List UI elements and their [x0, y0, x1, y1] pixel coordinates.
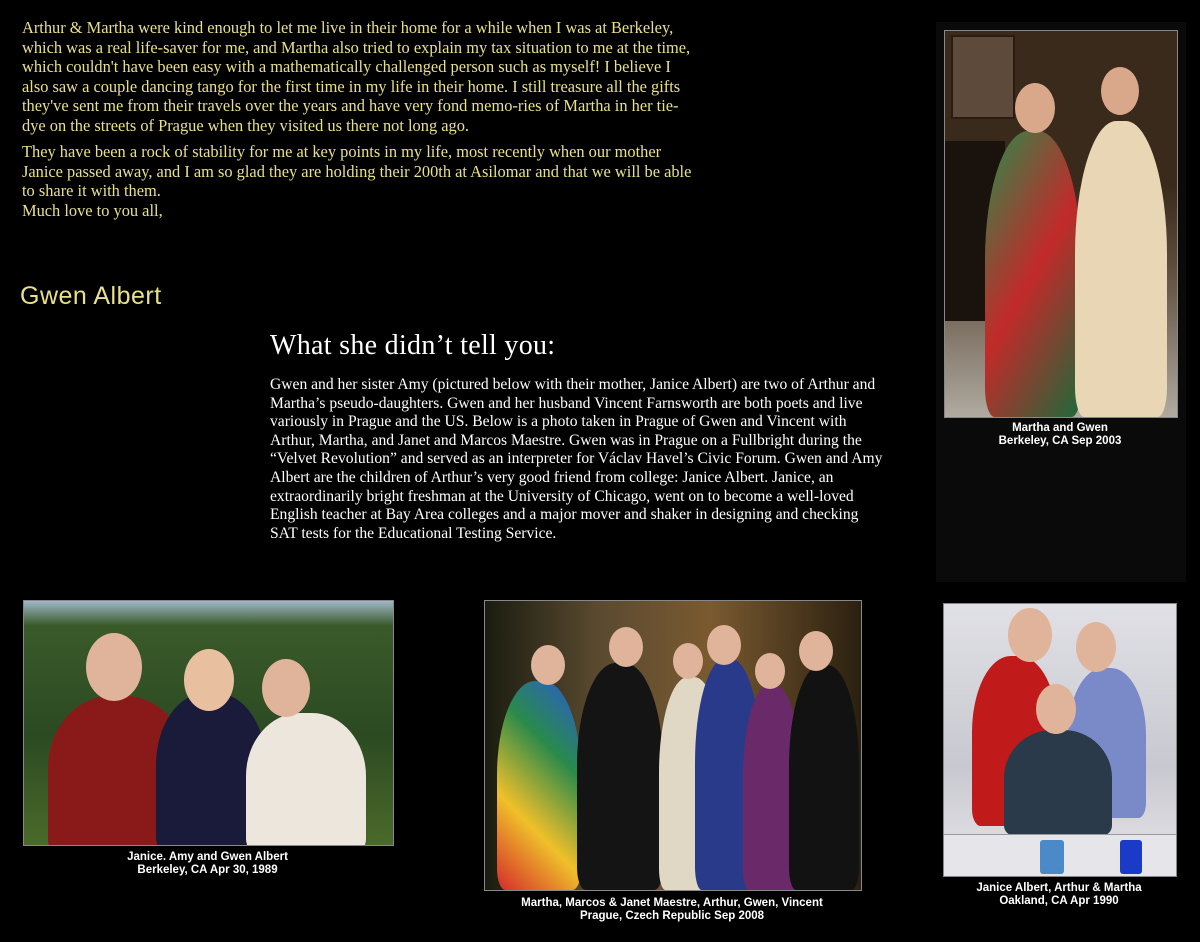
caption-bottom-left-line1: Janice. Amy and Gwen Albert [127, 851, 288, 863]
photo-martha-and-gwen [944, 30, 1178, 418]
intro-paragraph-1: Arthur & Martha were kind enough to let me live in their home for a while when I was at Berkeley, which was a real life-saver for me, and Martha also tried to explain my tax situation to me at the time, which couldn't have been easy with a mathematically challenged person such as myself! I believe I also saw a couple dancing tango for the first time in my life in their home. I still treasure all the gifts they've sent me from their travels over the years and have very fond memo-ries of Martha in her tie-dye on the streets of Prague when they visited us there not long ago. [22, 18, 691, 135]
caption-bottom-right-line2: Oakland, CA Apr 1990 [999, 895, 1119, 907]
photo-janice-amy-gwen [23, 600, 394, 846]
intro-letter [22, 18, 692, 227]
caption-top-right-line1: Martha and Gwen [1012, 422, 1108, 434]
intro-closing: Much love to you all, [22, 200, 163, 220]
section-body: Gwen and her sister Amy (pictured below with their mother, Janice Albert) are two of Arthur and Martha’s pseudo-daughters. Gwen and her husband Vincent Farnsworth are both poets and live variously in Prague and the US. Below is a photo taken in Prague of Gwen and Vincent with Arthur, Martha, and Janet and Marcos Maestre. Gwen was in Prague on a Fullbright during the “Velvet Revolution” and served as an interpreter for Václav Havel’s Civic Forum. Gwen and Amy Albert are the children of Arthur’s very good friend from college: Janice Albert. Janice, an extraordinarily bright freshman at the University of Chicago, went on to become a well-loved English teacher at Bay Area colleges and a major mover and shaker in designing and checking SAT tests for the Educational Testing Service. [270, 376, 883, 542]
caption-bottom-center [484, 897, 860, 923]
signature: Gwen Albert [20, 282, 162, 310]
caption-bottom-left [23, 851, 392, 877]
caption-bottom-center-line1: Martha, Marcos & Janet Maestre, Arthur, Gwen, Vincent [521, 897, 823, 909]
caption-bottom-right-line1: Janice Albert, Arthur & Martha [976, 882, 1142, 894]
intro-paragraph-2: They have been a rock of stability for me at key points in my life, most recently when our mother Janice passed away, and I am so glad they are holding their 200th at Asilomar and that we will be able to share it with them. [22, 142, 692, 200]
caption-bottom-center-line2: Prague, Czech Republic Sep 2008 [579, 910, 765, 922]
caption-bottom-right [943, 882, 1175, 908]
caption-top-right [944, 422, 1176, 448]
caption-bottom-left-line2: Berkeley, CA Apr 30, 1989 [137, 864, 278, 876]
caption-top-right-line2: Berkeley, CA Sep 2003 [998, 435, 1122, 447]
photo-prague-group [484, 600, 862, 891]
section-heading: What she didn’t tell you: [270, 330, 556, 361]
photo-oakland [943, 603, 1177, 877]
